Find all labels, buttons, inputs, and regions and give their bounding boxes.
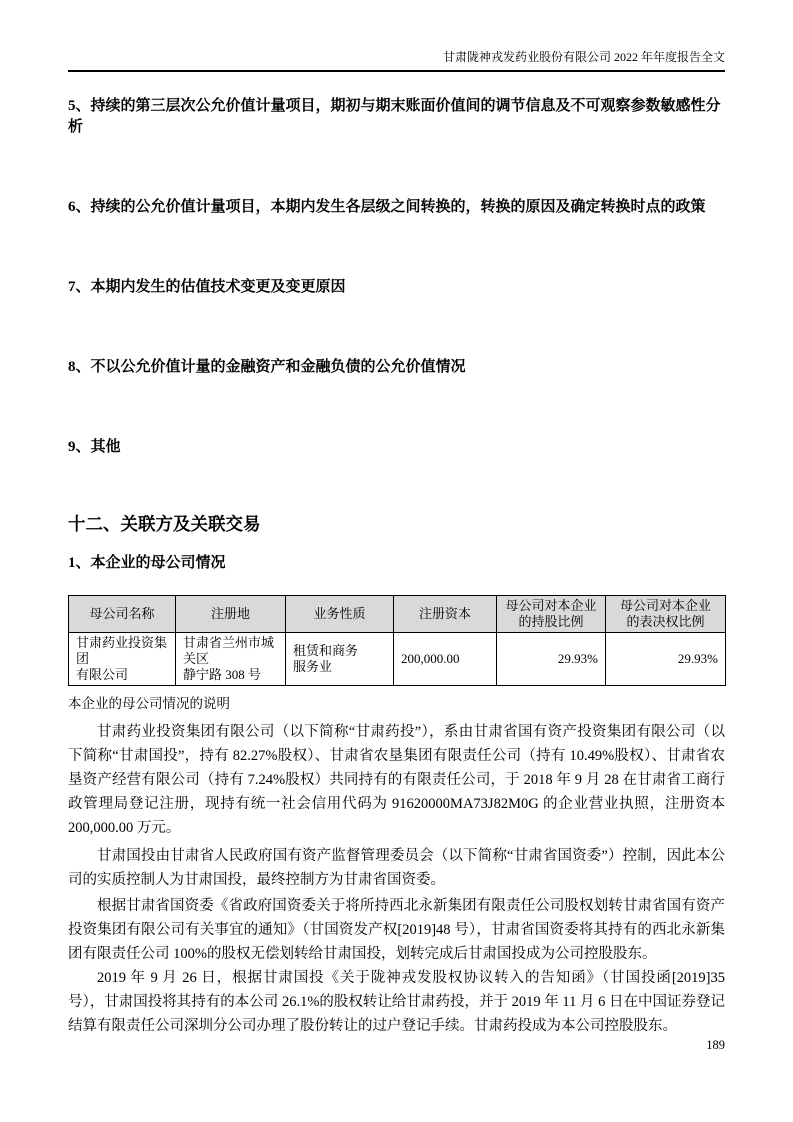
subsection-1-title: 1、本企业的母公司情况 [68, 555, 226, 571]
heading-item-7: 7、本期内发生的估值技术变更及变更原因 [68, 279, 346, 295]
cell-registered-capital: 200,000.00 [394, 633, 497, 686]
heading-item-6: 6、持续的公允价值计量项目，本期内发生各层级之间转换的，转换的原因及确定转换时点的政策 [68, 199, 706, 215]
cell-shareholding-ratio: 29.93% [497, 633, 606, 686]
paragraph-1: 甘肃药业投资集团有限公司（以下简称“甘肃药投”），系由甘肃省国有资产投资集团有限公司（以下简称“甘肃国投”，持有 82.27%股权）、甘肃省农垦集团有限责任公司（持有 10.49%股权）、甘肃省农垦资产经营有限公司（持有 7.24%股权）共同持有的有限责任公司，于 2018 年 9 月 28 在甘肃省工商行政管理局登记注册，现持有统一社会信用代码为 91620000MA73J82M0G 的企业营业执照，注册资本 200,000.00 万元。 [68, 724, 725, 836]
col-header-parent-name: 母公司名称 [69, 596, 176, 633]
table-header-row [69, 596, 726, 633]
section-12-title: 十二、关联方及关联交易 [68, 514, 261, 534]
page-header [68, 50, 725, 72]
paragraph-2: 甘肃国投由甘肃省人民政府国有资产监督管理委员会（以下简称“甘肃省国资委”）控制，因此本公司的实质控制人为甘肃国投，最终控制方为甘肃省国资委。 [68, 848, 725, 888]
col-header-business-nature: 业务性质 [286, 596, 394, 633]
paragraph-4: 2019 年 9 月 26 日，根据甘肃国投《关于陇神戎发股权协议转入的告知函》（甘国投函[2019]35 号），甘肃国投将其持有的本公司 26.1%的股权转让给甘肃药投，并于 2019 年 11 月 6 日在中国证券登记结算有限责任公司深圳分公司办理了股份转让的过户登记手续。甘肃药投成为本公司控股股东。 [68, 970, 725, 1034]
page-content [68, 0, 725, 1038]
note-title: 本企业的母公司情况的说明 [68, 696, 230, 711]
col-header-voting-ratio: 母公司对本企业 的表决权比例 [606, 596, 726, 633]
cell-voting-ratio: 29.93% [606, 633, 726, 686]
heading-item-5: 5、持续的第三层次公允价值计量项目，期初与期末账面价值间的调节信息及不可观察参数敏感性分析 [68, 98, 721, 135]
col-header-registered-capital: 注册资本 [394, 596, 497, 633]
heading-item-8: 8、不以公允价值计量的金融资产和金融负债的公允价值情况 [68, 359, 466, 375]
cell-business-nature: 租赁和商务 服务业 [286, 633, 394, 686]
col-header-shareholding-ratio: 母公司对本企业 的持股比例 [497, 596, 606, 633]
report-title: 甘肃陇神戎发药业股份有限公司 2022 年年度报告全文 [442, 50, 725, 64]
cell-parent-name: 甘肃药业投资集团 有限公司 [69, 633, 176, 686]
cell-registered-place: 甘肃省兰州市城关区 静宁路 308 号 [176, 633, 286, 686]
parent-company-table [68, 595, 726, 686]
table-row [69, 633, 726, 686]
col-header-registered-place: 注册地 [176, 596, 286, 633]
heading-item-9: 9、其他 [68, 439, 121, 455]
page-number: 189 [706, 1038, 725, 1052]
paragraph-3: 根据甘肃省国资委《省政府国资委关于将所持西北永新集团有限责任公司股权划转甘肃省国有资产投资集团有限公司有关事宜的通知》（甘国资发产权[2019]48 号），甘肃省国资委将其持有的西北永新集团有限责任公司 100%的股权无偿划转给甘肃国投，划转完成后甘肃国投成为公司控股股东。 [68, 898, 725, 962]
